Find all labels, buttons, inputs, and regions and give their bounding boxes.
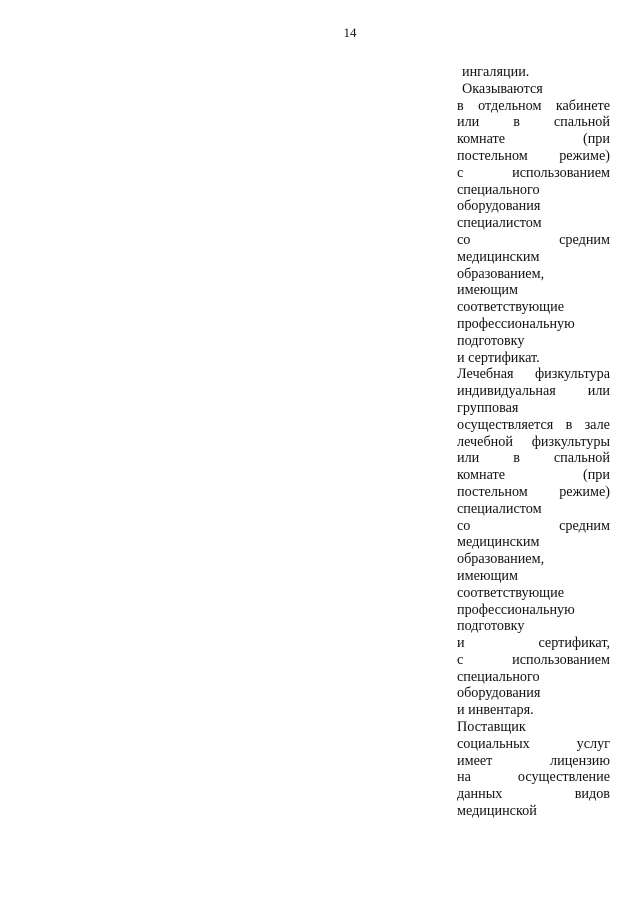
text-line [457, 753, 610, 770]
text-line [457, 803, 610, 820]
text-word: имеющим [457, 567, 518, 584]
text-word: отдельном [478, 97, 542, 114]
text-word: или [457, 450, 480, 467]
text-word: профессиональную [457, 315, 575, 332]
text-word: на [457, 769, 471, 786]
text-word: лицензию [550, 752, 610, 769]
text-word: сертификат. [468, 349, 540, 366]
text-word: специального [457, 181, 540, 198]
text-word: специалистом [457, 500, 542, 517]
text-word: режиме) [559, 483, 610, 500]
text-line [457, 266, 610, 283]
text-word: использованием [512, 651, 610, 668]
text-word: образованием, [457, 265, 545, 282]
text-line [457, 148, 610, 165]
text-line [457, 518, 610, 535]
text-word: спальной [553, 450, 610, 467]
text-word: Лечебная [457, 366, 514, 383]
text-line [457, 98, 610, 115]
text-word: данных [457, 786, 503, 803]
text-word: с [457, 651, 464, 668]
text-word: физкультуры [531, 433, 610, 450]
text-line [457, 702, 610, 719]
text-word: или [587, 383, 610, 400]
text-word: индивидуальная [457, 383, 556, 400]
text-word: осуществление [517, 769, 610, 786]
text-word: с [457, 164, 464, 181]
text-line [457, 81, 610, 98]
text-word: осуществляется [457, 416, 554, 433]
text-word: имеет [457, 752, 493, 769]
text-line [457, 652, 610, 669]
text-word: физкультура [534, 366, 610, 383]
text-line [457, 450, 610, 467]
text-word: в [457, 97, 464, 114]
text-line [457, 383, 610, 400]
text-word: кабинете [555, 97, 610, 114]
text-line [457, 719, 610, 736]
text-word: средним [559, 231, 610, 248]
text-word: зале [584, 416, 610, 433]
text-word: имеющим [457, 282, 518, 299]
text-word: и [457, 635, 465, 652]
page-number: 14 [343, 25, 357, 40]
text-word: в [513, 450, 520, 467]
text-word: (при [582, 131, 610, 148]
text-line [457, 198, 610, 215]
text-line [457, 249, 610, 266]
text-word: медицинской [457, 803, 537, 820]
text-line [457, 366, 610, 383]
text-line [457, 635, 610, 652]
text-word: оборудования [457, 685, 541, 702]
text-word: комнате [457, 467, 505, 484]
text-word: медицинским [457, 248, 540, 265]
text-line [457, 685, 610, 702]
text-word: сертификат, [538, 635, 610, 652]
text-line [457, 282, 610, 299]
text-word: ингаляции. [462, 64, 530, 80]
text-word: видов [574, 786, 610, 803]
text-word: подготовку [457, 618, 525, 635]
text-word: соответствующие [457, 584, 565, 601]
text-word: постельном [457, 483, 528, 500]
text-line [457, 417, 610, 434]
text-line [457, 350, 610, 367]
text-word: Оказываются [462, 80, 543, 97]
text-word: медицинским [457, 534, 540, 551]
text-line [457, 114, 610, 131]
text-line [457, 165, 610, 182]
text-line [457, 501, 610, 518]
text-line [457, 400, 610, 417]
text-line [457, 64, 610, 81]
text-line [457, 333, 610, 350]
text-word: и [457, 702, 465, 719]
text-line [457, 585, 610, 602]
text-line [457, 182, 610, 199]
text-word: и [457, 349, 465, 366]
text-line [457, 467, 610, 484]
text-word: инвентаря. [468, 702, 534, 719]
text-word: в [565, 416, 573, 433]
text-line [457, 618, 610, 635]
text-word: со [457, 517, 471, 534]
text-word: использованием [512, 164, 610, 181]
text-word: в [513, 114, 520, 131]
text-word: специалистом [457, 215, 542, 232]
text-word: лечебной [457, 433, 513, 450]
text-line [457, 551, 610, 568]
text-word: или [457, 114, 480, 131]
text-word: со [457, 231, 471, 248]
text-word: услуг [576, 735, 610, 752]
text-word: спальной [553, 114, 610, 131]
text-line [457, 736, 610, 753]
text-word: соответствующие [457, 299, 565, 316]
text-word: комнате [457, 131, 505, 148]
text-line [457, 215, 610, 232]
text-word: образованием, [457, 551, 545, 568]
text-word: социальных [457, 735, 530, 752]
text-line [457, 299, 610, 316]
text-line [457, 602, 610, 619]
text-line [457, 434, 610, 451]
text-word: Поставщик [457, 719, 526, 736]
text-line [457, 232, 610, 249]
text-word: оборудования [457, 198, 541, 215]
text-line [457, 568, 610, 585]
text-word: специального [457, 668, 540, 685]
text-line [457, 769, 610, 786]
text-word: групповая [457, 399, 519, 416]
text-line [457, 484, 610, 501]
text-word: постельном [457, 147, 528, 164]
text-column [457, 64, 610, 820]
text-line [457, 534, 610, 551]
text-word: подготовку [457, 332, 525, 349]
text-line [457, 669, 610, 686]
text-line [457, 131, 610, 148]
text-line [457, 786, 610, 803]
text-word: профессиональную [457, 601, 575, 618]
text-word: режиме) [559, 147, 610, 164]
text-line [457, 316, 610, 333]
text-word: средним [559, 517, 610, 534]
text-word: (при [582, 467, 610, 484]
